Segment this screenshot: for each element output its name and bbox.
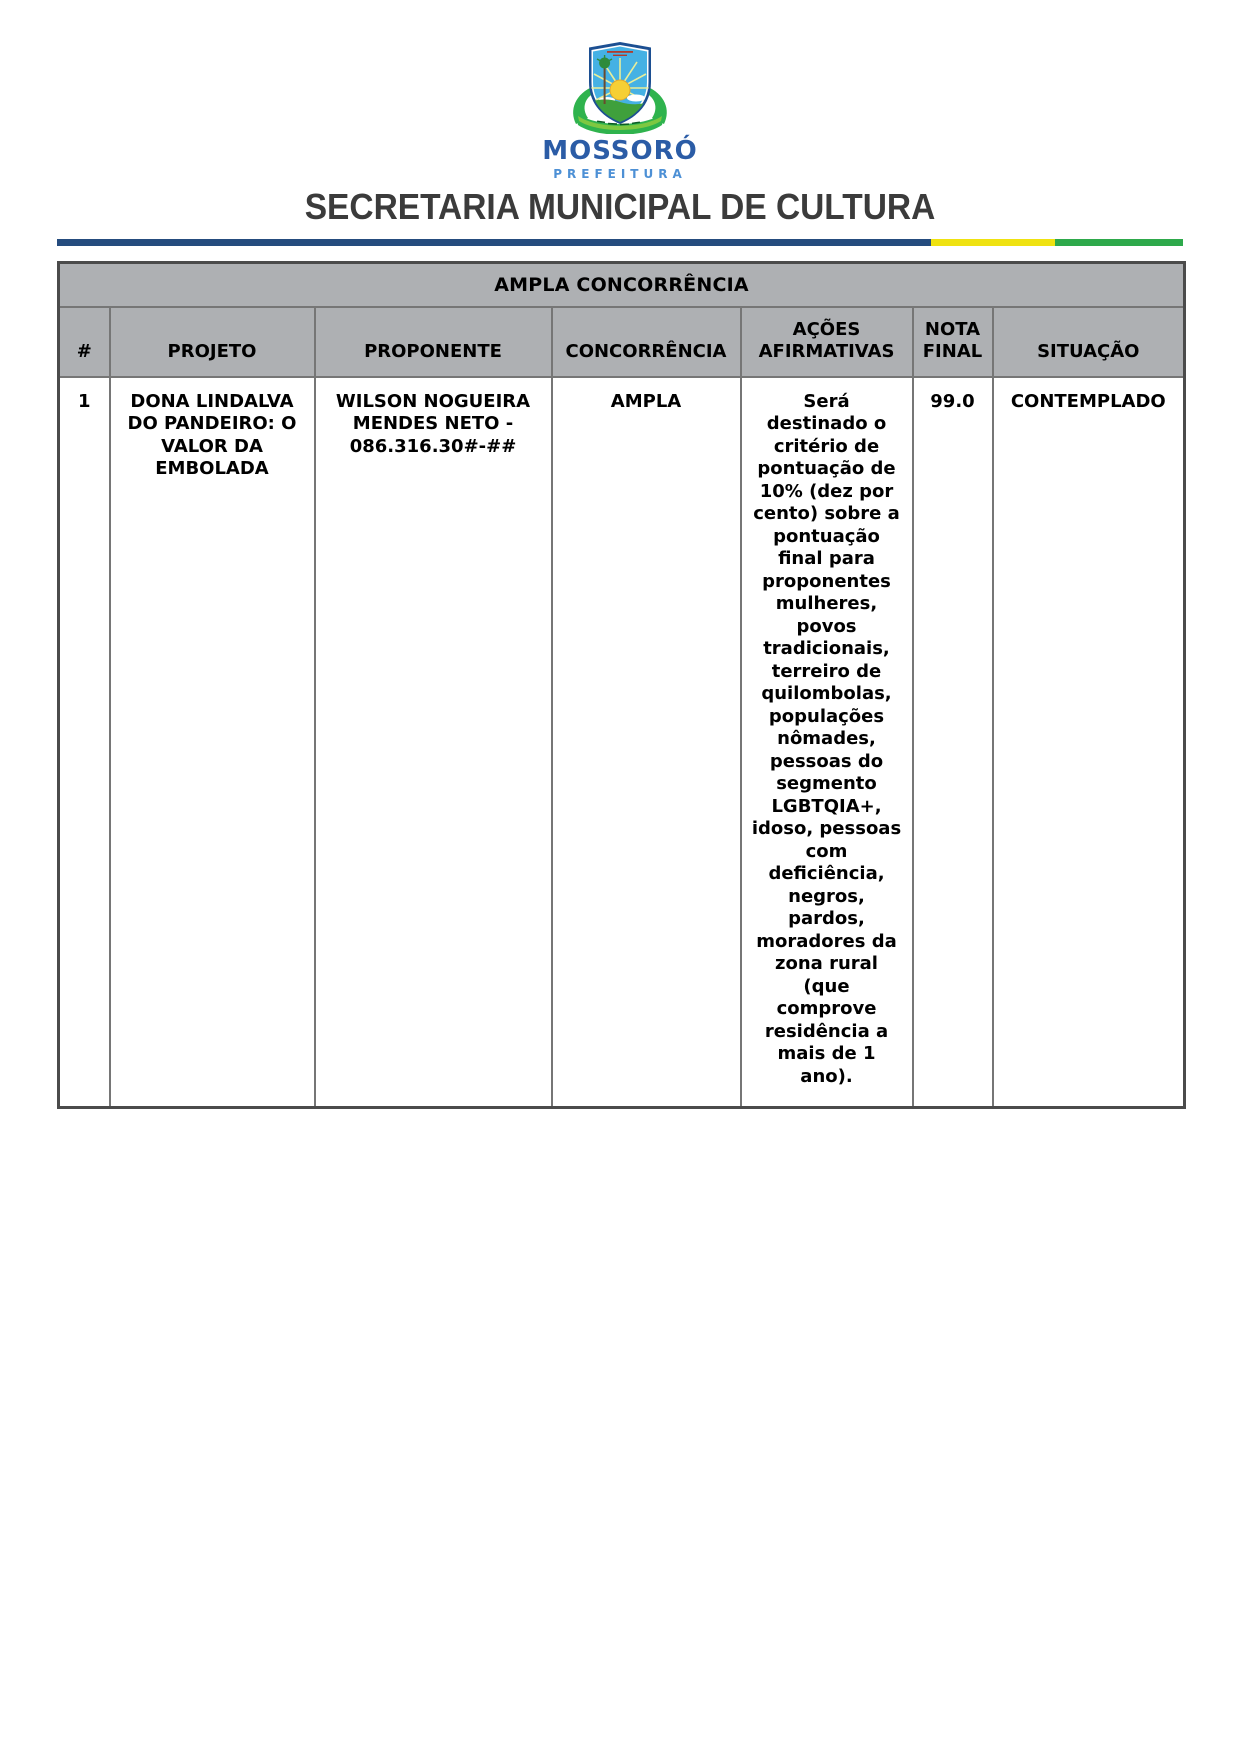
mossoro-crest-logo <box>545 36 695 134</box>
page-title: SECRETARIA MUNICIPAL DE CULTURA <box>304 186 936 227</box>
col-header-projeto: PROJETO <box>110 307 315 377</box>
divider-blue-segment <box>57 239 931 246</box>
col-header-proponente: PROPONENTE <box>315 307 552 377</box>
col-header-situacao: SITUAÇÃO <box>993 307 1185 377</box>
document-header <box>0 0 1240 228</box>
brand-name: MOSSORÓ <box>542 136 698 166</box>
divider-green-segment <box>1055 239 1183 246</box>
cell-proponente: WILSON NOGUEIRA MENDES NETO - 086.316.30#-## <box>315 377 552 1108</box>
col-header-acoes-afirmativas: AÇÕES AFIRMATIVAS <box>741 307 913 377</box>
divider-yellow-segment <box>931 239 1055 246</box>
cell-num: 1 <box>59 377 110 1108</box>
cell-concorrencia: AMPLA <box>552 377 741 1108</box>
cell-projeto: DONA LINDALVA DO PANDEIRO: O VALOR DA EMBOLADA <box>110 377 315 1108</box>
cell-acoes-afirmativas: Será destinado o critério de pontuação de 10% (dez por cento) sobre a pontuação final para proponentes mulheres, povos tradicionais, terreiro de quilombolas, populações nômades, pessoas do segmento LGBTQIA+, idoso, pessoas com deficiência, negros, pardos, moradores da zona rural (que comprove residência a mais de 1 ano). <box>741 377 913 1108</box>
table-row <box>59 377 1185 1108</box>
table-band-title: AMPLA CONCORRÊNCIA <box>59 263 1185 307</box>
table-header-row <box>59 307 1185 377</box>
col-header-concorrencia: CONCORRÊNCIA <box>552 307 741 377</box>
col-header-nota-final: NOTA FINAL <box>913 307 993 377</box>
cell-situacao: CONTEMPLADO <box>993 377 1185 1108</box>
tricolor-divider <box>57 239 1183 246</box>
col-header-num: # <box>59 307 110 377</box>
cell-nota-final: 99.0 <box>913 377 993 1108</box>
results-table <box>57 261 1186 1109</box>
brand-subtitle: PREFEITURA <box>553 167 687 181</box>
